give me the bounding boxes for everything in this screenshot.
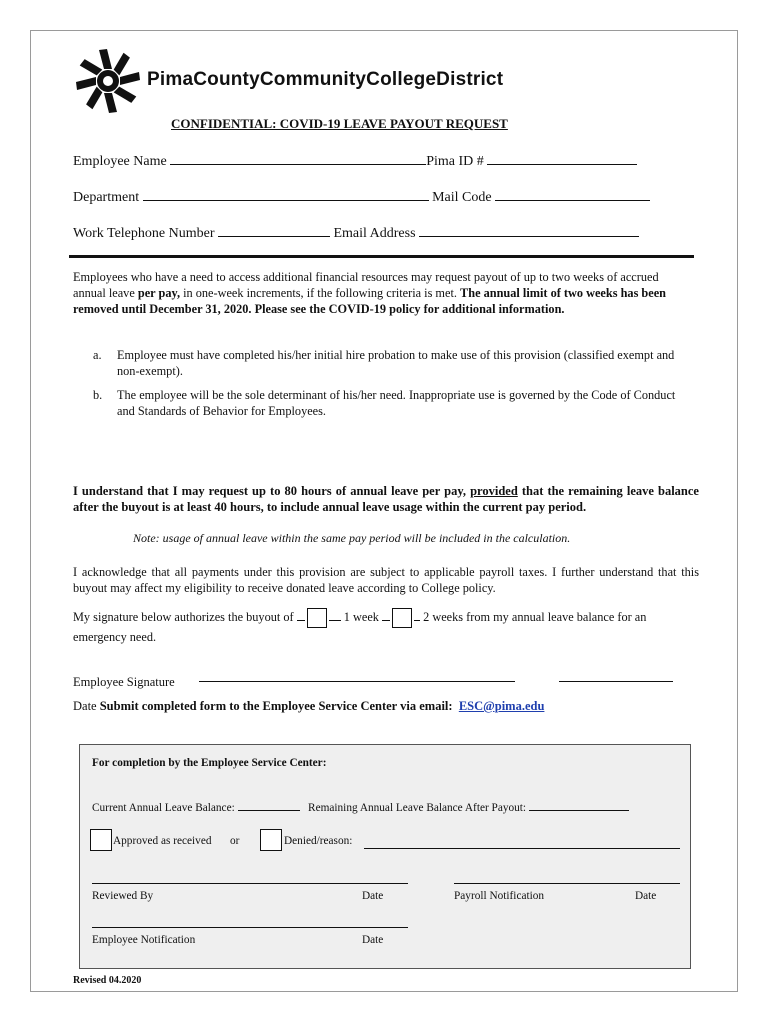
esc-email-link[interactable]: ESC@pima.edu bbox=[458, 699, 545, 713]
denied-reason-line[interactable] bbox=[364, 848, 680, 849]
department-row bbox=[73, 188, 650, 206]
payroll-date-label: Date bbox=[635, 890, 657, 902]
esc-heading: For completion by the Employee Service Center: bbox=[92, 757, 327, 769]
submit-row bbox=[73, 699, 544, 714]
denied-label: Denied/reason: bbox=[284, 835, 353, 847]
remaining-balance-input[interactable] bbox=[529, 800, 629, 811]
employee-notification-line[interactable] bbox=[92, 927, 408, 928]
employee-signature-line[interactable] bbox=[199, 681, 515, 682]
authorize-text-1: My signature below authorizes the buyout of bbox=[73, 610, 294, 624]
current-balance-row bbox=[92, 800, 629, 814]
signature-date-line[interactable] bbox=[559, 681, 673, 682]
or-label: or bbox=[230, 835, 240, 847]
authorize-paragraph bbox=[73, 608, 701, 646]
criteria-item-b bbox=[93, 387, 693, 419]
intro-text-limit: The annual limit of two weeks has been removed until December 31, 2020. Please see the COVID-19 policy for additional information. bbox=[73, 286, 667, 316]
intro-text-per-pay: per pay, bbox=[137, 286, 181, 300]
reviewed-by-line[interactable] bbox=[92, 883, 408, 884]
employee-signature-label: Employee Signature bbox=[73, 675, 175, 689]
understand-text-1: I understand that I may request up to 80 hours of annual leave per pay, bbox=[73, 484, 471, 498]
pima-id-label: Pima ID # bbox=[426, 154, 484, 169]
criteria-item-a bbox=[93, 347, 693, 379]
employee-name-label: Employee Name bbox=[73, 154, 167, 169]
revised-date: Revised 04.2020 bbox=[73, 975, 142, 986]
employee-name-row bbox=[73, 152, 637, 170]
reviewed-date-label: Date bbox=[362, 890, 384, 902]
esc-completion-box bbox=[79, 744, 691, 969]
current-balance-label: Current Annual Leave Balance: bbox=[92, 802, 235, 814]
approved-checkbox[interactable] bbox=[90, 829, 112, 851]
usage-note: Note: usage of annual leave within the same pay period will be included in the calculation. bbox=[133, 531, 571, 545]
two-weeks-checkbox[interactable] bbox=[392, 608, 412, 628]
employee-notification-date-label: Date bbox=[362, 934, 384, 946]
pima-id-input[interactable] bbox=[487, 152, 637, 165]
blank-line-2 bbox=[329, 608, 341, 621]
date-label: Date bbox=[73, 699, 97, 713]
denied-checkbox[interactable] bbox=[260, 829, 282, 851]
section-divider bbox=[69, 255, 694, 258]
phone-email-row bbox=[73, 224, 639, 242]
email-input[interactable] bbox=[419, 224, 639, 237]
department-label: Department bbox=[73, 190, 140, 205]
criteria-marker-a: a. bbox=[93, 348, 102, 362]
criteria-text-b: The employee will be the sole determinant of his/her need. Inappropriate use is governed by the Code of Conduct and Standards of Behavior for Employees. bbox=[117, 388, 676, 418]
payroll-notification-line[interactable] bbox=[454, 883, 680, 884]
current-balance-input[interactable] bbox=[238, 800, 300, 811]
one-week-label: 1 week bbox=[343, 610, 379, 624]
understand-text-2: that the remaining leave balance after the buyout is at least 40 hours, to include annual leave usage within the current pay period. bbox=[73, 484, 699, 514]
blank-line-1 bbox=[297, 608, 305, 621]
blank-line-3 bbox=[382, 608, 390, 621]
reviewed-by-label: Reviewed By bbox=[92, 890, 154, 902]
form-page bbox=[30, 30, 738, 992]
work-phone-input[interactable] bbox=[218, 224, 330, 237]
form-title: CONFIDENTIAL: COVID-19 LEAVE PAYOUT REQUEST bbox=[171, 116, 508, 131]
acknowledge-paragraph: I acknowledge that all payments under this provision are subject to applicable payroll taxes. I further understand that this buyout may affect my eligibility to receive donated leave according to College policy. bbox=[73, 565, 699, 595]
intro-paragraph bbox=[73, 269, 693, 317]
employee-notification-label: Employee Notification bbox=[92, 934, 196, 946]
one-week-checkbox[interactable] bbox=[307, 608, 327, 628]
remaining-balance-label: Remaining Annual Leave Balance After Payout: bbox=[308, 802, 527, 814]
email-label: Email Address bbox=[333, 226, 416, 241]
understand-provided: provided bbox=[470, 484, 518, 498]
submit-instruction: Submit completed form to the Employee Service Center via email: bbox=[99, 699, 453, 713]
mail-code-label: Mail Code bbox=[432, 190, 492, 205]
department-input[interactable] bbox=[143, 188, 429, 201]
intro-text-1: Employees who have a need to access additional financial resources may request payout of up to two weeks of accrued annual leave bbox=[73, 270, 659, 300]
college-logo-icon bbox=[75, 48, 141, 114]
work-phone-label: Work Telephone Number bbox=[73, 226, 215, 241]
intro-text-2: in one-week increments, if the following criteria is met. bbox=[180, 286, 461, 300]
criteria-marker-b: b. bbox=[93, 388, 103, 402]
payroll-notification-label: Payroll Notification bbox=[454, 890, 545, 902]
blank-line-4 bbox=[414, 608, 420, 621]
org-name: PimaCountyCommunityCollegeDistrict bbox=[147, 69, 504, 90]
mail-code-input[interactable] bbox=[495, 188, 650, 201]
approved-label: Approved as received bbox=[113, 835, 212, 847]
two-weeks-label: 2 weeks from my annual leave balance for an emergency need. bbox=[73, 610, 647, 645]
criteria-text-a: Employee must have completed his/her initial hire probation to make use of this provision (classified exempt and non-exempt). bbox=[117, 348, 675, 378]
understand-paragraph bbox=[73, 483, 699, 515]
employee-name-input[interactable] bbox=[170, 152, 426, 165]
